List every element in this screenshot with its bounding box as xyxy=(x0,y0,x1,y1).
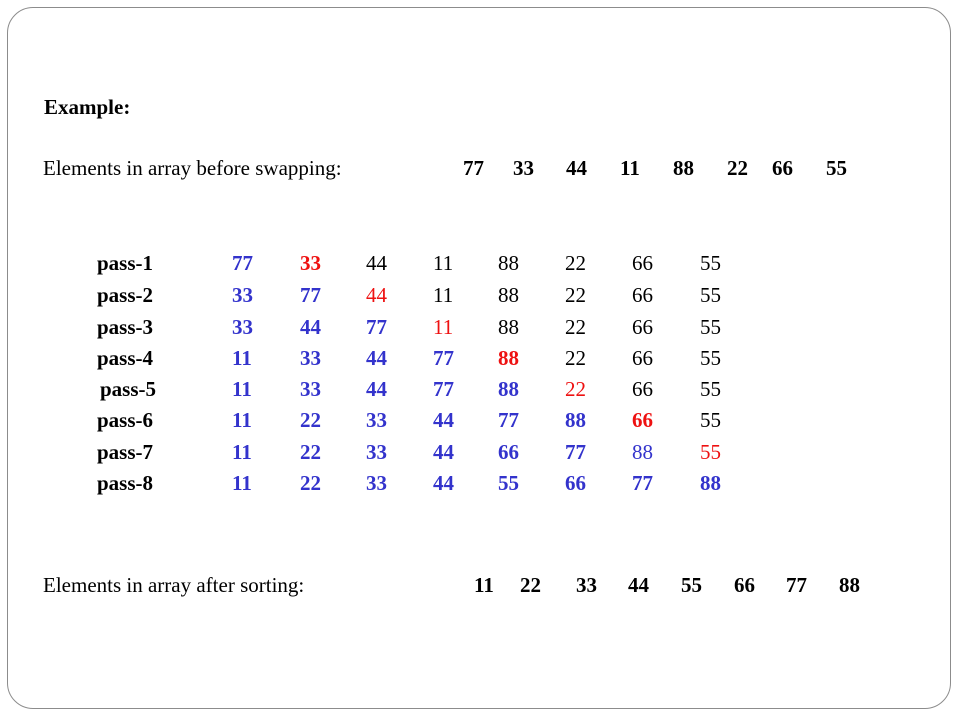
pass-cell: 77 xyxy=(232,251,253,275)
pass-cell: 33 xyxy=(300,377,321,401)
pass-cell: 55 xyxy=(498,471,519,495)
pass-cell: 77 xyxy=(366,315,387,339)
pass-cell: 22 xyxy=(565,346,586,370)
pass-cell: 55 xyxy=(700,408,721,432)
after-label: Elements in array after sorting: xyxy=(43,573,305,597)
pass-label: pass-8 xyxy=(97,471,154,495)
pass-cell: 88 xyxy=(498,251,519,275)
pass-cell: 22 xyxy=(300,440,321,464)
pass-cell: 77 xyxy=(565,440,586,464)
before-value: 44 xyxy=(566,156,587,180)
pass-cell: 66 xyxy=(632,346,653,370)
pass-cell: 55 xyxy=(700,440,721,464)
pass-cell: 11 xyxy=(232,377,252,401)
pass-cell: 33 xyxy=(366,471,387,495)
after-value: 44 xyxy=(628,573,649,597)
after-value: 22 xyxy=(520,573,541,597)
pass-cell: 33 xyxy=(366,408,387,432)
pass-cell: 44 xyxy=(366,283,387,307)
pass-cell: 88 xyxy=(498,346,519,370)
pass-cell: 44 xyxy=(300,315,321,339)
pass-cell: 55 xyxy=(700,283,721,307)
pass-cell: 77 xyxy=(498,408,519,432)
pass-cell: 66 xyxy=(565,471,586,495)
pass-label: pass-6 xyxy=(97,408,154,432)
pass-cell: 88 xyxy=(498,377,519,401)
pass-cell: 77 xyxy=(433,346,454,370)
pass-label: pass-5 xyxy=(100,377,157,401)
pass-cell: 22 xyxy=(565,315,586,339)
pass-cell: 66 xyxy=(632,408,653,432)
pass-cell: 66 xyxy=(632,315,653,339)
before-value: 33 xyxy=(513,156,534,180)
pass-cell: 66 xyxy=(498,440,519,464)
pass-cell: 88 xyxy=(498,315,519,339)
pass-cell: 33 xyxy=(232,315,253,339)
pass-cell: 11 xyxy=(232,346,252,370)
pass-label: pass-3 xyxy=(97,315,154,339)
after-value: 66 xyxy=(734,573,755,597)
pass-cell: 33 xyxy=(232,283,253,307)
before-value: 66 xyxy=(772,156,793,180)
pass-cell: 11 xyxy=(433,315,454,339)
pass-cell: 44 xyxy=(433,408,454,432)
pass-cell: 88 xyxy=(565,408,586,432)
pass-cell: 11 xyxy=(433,283,454,307)
pass-cell: 22 xyxy=(300,471,321,495)
before-label: Elements in array before swapping: xyxy=(43,156,342,180)
pass-cell: 33 xyxy=(366,440,387,464)
after-value: 33 xyxy=(576,573,597,597)
pass-cell: 11 xyxy=(433,251,454,275)
pass-label: pass-7 xyxy=(97,440,154,464)
pass-cell: 55 xyxy=(700,251,721,275)
pass-cell: 44 xyxy=(433,471,454,495)
pass-cell: 44 xyxy=(366,251,387,275)
pass-label: pass-4 xyxy=(97,346,154,370)
pass-cell: 22 xyxy=(565,377,586,401)
pass-label: pass-1 xyxy=(97,251,154,275)
before-value: 77 xyxy=(463,156,484,180)
before-value: 22 xyxy=(727,156,748,180)
before-value: 55 xyxy=(826,156,847,180)
pass-cell: 66 xyxy=(632,283,653,307)
example-heading: Example: xyxy=(44,95,131,119)
pass-cell: 55 xyxy=(700,346,721,370)
after-value: 77 xyxy=(786,573,807,597)
after-value: 88 xyxy=(839,573,860,597)
pass-cell: 11 xyxy=(232,408,252,432)
pass-cell: 11 xyxy=(232,440,252,464)
pass-cell: 33 xyxy=(300,346,321,370)
pass-cell: 44 xyxy=(366,346,387,370)
pass-cell: 22 xyxy=(565,283,586,307)
pass-cell: 88 xyxy=(700,471,721,495)
pass-cell: 44 xyxy=(433,440,454,464)
pass-cell: 55 xyxy=(700,377,721,401)
after-value: 11 xyxy=(474,573,494,597)
after-value: 55 xyxy=(681,573,702,597)
pass-cell: 11 xyxy=(232,471,252,495)
before-value: 88 xyxy=(673,156,694,180)
pass-cell: 66 xyxy=(632,377,653,401)
pass-cell: 44 xyxy=(366,377,387,401)
pass-cell: 77 xyxy=(433,377,454,401)
pass-label: pass-2 xyxy=(97,283,154,307)
pass-cell: 88 xyxy=(632,440,653,464)
pass-cell: 66 xyxy=(632,251,653,275)
pass-cell: 55 xyxy=(700,315,721,339)
pass-cell: 33 xyxy=(300,251,321,275)
pass-cell: 22 xyxy=(300,408,321,432)
before-value: 11 xyxy=(620,156,640,180)
pass-cell: 88 xyxy=(498,283,519,307)
pass-cell: 77 xyxy=(300,283,321,307)
pass-cell: 22 xyxy=(565,251,586,275)
pass-cell: 77 xyxy=(632,471,653,495)
